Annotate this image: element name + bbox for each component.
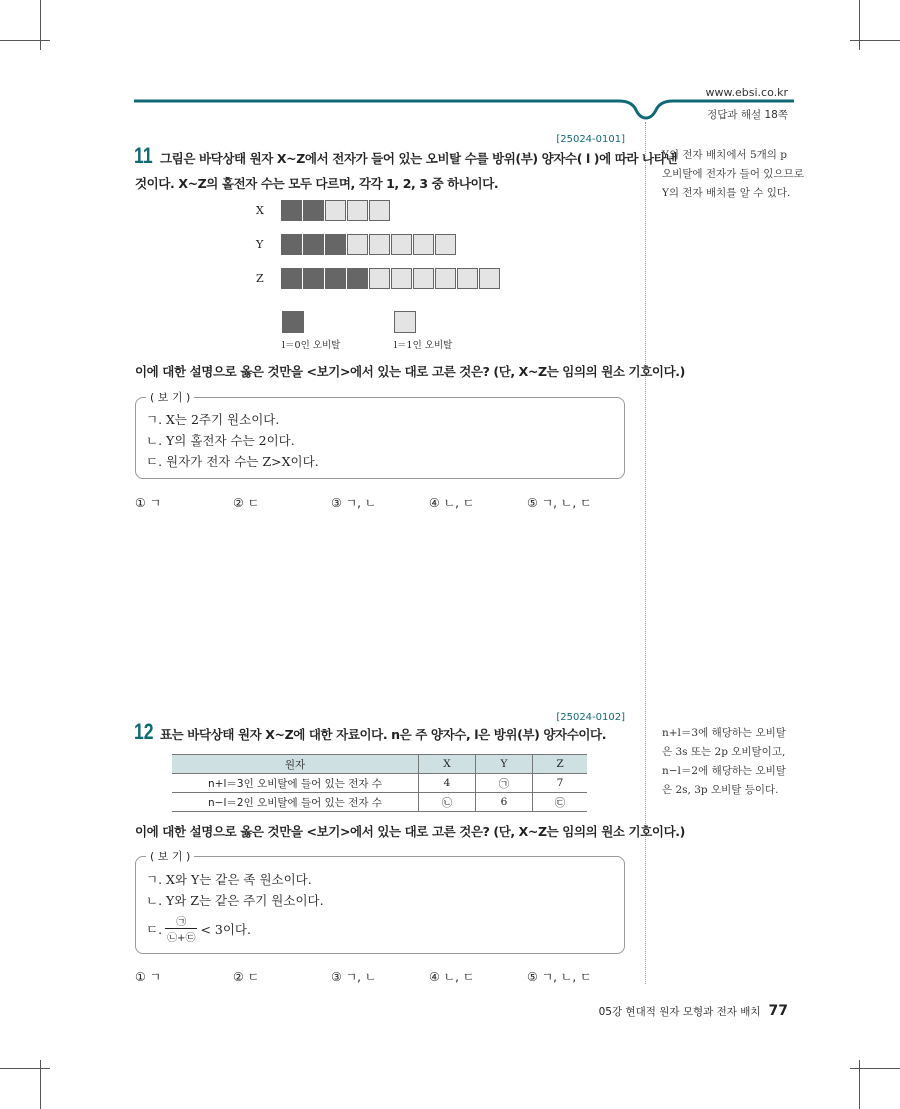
choice-3[interactable]: ③ ㄱ, ㄴ	[331, 970, 377, 984]
orbital-l0-box	[281, 268, 302, 289]
choice-1[interactable]: ① ㄱ	[135, 496, 162, 510]
bogi-item: ㄱ. X와 Y는 같은 족 원소이다.	[146, 872, 312, 887]
orbital-l0-box	[325, 268, 346, 289]
page-footer	[599, 1003, 788, 1019]
orbital-l0-box	[325, 234, 346, 255]
atom-label: Z	[256, 272, 264, 285]
data-table	[172, 754, 587, 812]
orbital-l1-box	[479, 268, 500, 289]
orbital-l1-box	[413, 268, 434, 289]
chapter-title: 05강 현대적 원자 모형과 전자 배치	[598, 1006, 761, 1018]
orbital-l1-box	[435, 234, 456, 255]
orbital-l1-box	[369, 268, 390, 289]
crop-mark	[40, 0, 41, 50]
choice-4[interactable]: ④ ㄴ, ㄷ	[429, 970, 475, 984]
orbital-l1-box	[391, 268, 412, 289]
orbital-l1-box	[369, 234, 390, 255]
legend-l1-label: l＝1인 오비탈	[394, 340, 453, 351]
crop-mark	[0, 40, 50, 41]
table-cell: 4	[419, 774, 476, 793]
orbital-l1-box	[347, 234, 368, 255]
answer-reference: 정답과 해설 18쪽	[707, 109, 788, 121]
orbital-l0-box	[281, 200, 302, 221]
choice-1[interactable]: ① ㄱ	[135, 970, 162, 984]
header-rule	[134, 96, 794, 120]
orbital-l0-box	[303, 200, 324, 221]
choice-2[interactable]: ② ㄷ	[233, 970, 260, 984]
table-header-row	[172, 755, 587, 774]
choice-5[interactable]: ⑤ ㄱ, ㄴ, ㄷ	[527, 970, 592, 984]
crop-mark	[850, 40, 900, 41]
table-cell: n−l＝2인 오비탈에 들어 있는 전자 수	[172, 793, 419, 812]
atom-label: X	[256, 204, 264, 217]
legend-l0-label: l＝0인 오비탈	[282, 340, 341, 351]
side-note-line: n+l＝3에 해당하는 오비탈	[662, 727, 786, 739]
orbital-row	[281, 234, 457, 255]
bogi-item: ㄱ. X는 2주기 원소이다.	[146, 412, 280, 427]
orbital-l1-box	[457, 268, 478, 289]
question-tag: [25024-0102]	[556, 712, 625, 723]
bogi-item-fraction	[146, 913, 251, 944]
table-cell: 6	[475, 793, 532, 812]
choice-5[interactable]: ⑤ ㄱ, ㄴ, ㄷ	[527, 496, 592, 510]
atom-label: Y	[256, 238, 264, 251]
table-cell: ㉡	[419, 793, 476, 812]
bogi-title-text: 보 기	[157, 391, 183, 404]
fraction-denominator: ㉡+㉢	[165, 928, 197, 944]
fraction	[165, 913, 197, 944]
crop-mark	[850, 1068, 900, 1069]
orbital-l0-box	[303, 234, 324, 255]
choice-2[interactable]: ② ㄷ	[233, 496, 260, 510]
orbital-l0-box	[281, 234, 302, 255]
table-cell: ㉢	[532, 793, 587, 812]
bogi-item: ㄴ. Y의 홀전자 수는 2이다.	[146, 433, 295, 448]
fraction-numerator: ㉠	[176, 917, 187, 928]
crop-mark	[859, 0, 860, 50]
question-prompt: 이에 대한 설명으로 옳은 것만을 <보기>에서 있는 대로 고른 것은? (단, X~Z는 임의의 원소 기호이다.)	[135, 364, 685, 379]
table-header: Y	[475, 755, 532, 774]
table-cell: ㉠	[475, 774, 532, 793]
legend-l1-box	[394, 311, 416, 333]
side-note-line: 오비탈에 전자가 들어 있으므로	[662, 168, 804, 180]
side-note	[662, 724, 786, 800]
choice-3[interactable]: ③ ㄱ, ㄴ	[331, 496, 377, 510]
orbital-l1-box	[347, 200, 368, 221]
bogi-box	[135, 850, 625, 954]
question-text: 그림은 바닥상태 원자 X~Z에서 전자가 들어 있는 오비탈 수를 방위(부) 양자수( l )에 따라 나타낸	[160, 151, 678, 166]
table-row	[172, 774, 587, 793]
choice-4[interactable]: ④ ㄴ, ㄷ	[429, 496, 475, 510]
bogi-item: ㄴ. Y와 Z는 같은 주기 원소이다.	[146, 893, 324, 908]
bogi-box	[135, 391, 625, 479]
orbital-l1-box	[391, 234, 412, 255]
orbital-row	[281, 200, 391, 221]
side-note	[662, 146, 804, 203]
question-number: 12	[134, 719, 154, 744]
bogi-item: ㄷ. 원자가 전자 수는 Z>X이다.	[146, 454, 319, 469]
table-row	[172, 793, 587, 812]
orbital-l0-box	[347, 268, 368, 289]
bogi-title-text: 보 기	[157, 850, 183, 863]
side-note-line: n−l＝2에 해당하는 오비탈	[662, 765, 786, 777]
side-note-line: 은 3s 또는 2p 오비탈이고,	[662, 746, 786, 758]
orbital-l1-box	[325, 200, 346, 221]
orbital-row	[281, 268, 501, 289]
question-prompt: 이에 대한 설명으로 옳은 것만을 <보기>에서 있는 대로 고른 것은? (단, X~Z는 임의의 원소 기호이다.)	[135, 824, 685, 839]
question-number: 11	[134, 143, 153, 168]
table-header: X	[419, 755, 476, 774]
legend-l0-box	[282, 311, 304, 333]
item-suffix: < 3이다.	[200, 921, 251, 937]
page-number: 77	[768, 1003, 788, 1019]
orbital-l1-box	[435, 268, 456, 289]
table-cell: 7	[532, 774, 587, 793]
table-header: Z	[532, 755, 587, 774]
side-note-line: Y의 전자 배치에서 5개의 p	[662, 149, 787, 161]
table-header: 원자	[172, 755, 419, 774]
column-divider	[645, 122, 646, 984]
table-cell: n+l＝3인 오비탈에 들어 있는 전자 수	[172, 774, 419, 793]
orbital-l1-box	[413, 234, 434, 255]
bogi-title: ( 보 기 )	[146, 389, 194, 405]
site-url[interactable]: www.ebsi.co.kr	[705, 86, 788, 99]
bogi-title: ( 보 기 )	[146, 848, 194, 864]
item-prefix: ㄷ.	[146, 921, 163, 937]
orbital-l1-box	[369, 200, 390, 221]
question-tag: [25024-0101]	[556, 134, 625, 145]
side-note-line: Y의 전자 배치를 알 수 있다.	[662, 187, 791, 199]
crop-mark	[0, 1068, 50, 1069]
orbital-l0-box	[303, 268, 324, 289]
question-text: 것이다. X~Z의 홀전자 수는 모두 다르며, 각각 1, 2, 3 중 하나이다.	[135, 176, 499, 191]
question-text: 표는 바닥상태 원자 X~Z에 대한 자료이다. n은 주 양자수, l은 방위(부) 양자수이다.	[160, 727, 607, 742]
side-note-line: 은 2s, 3p 오비탈 등이다.	[662, 784, 779, 796]
